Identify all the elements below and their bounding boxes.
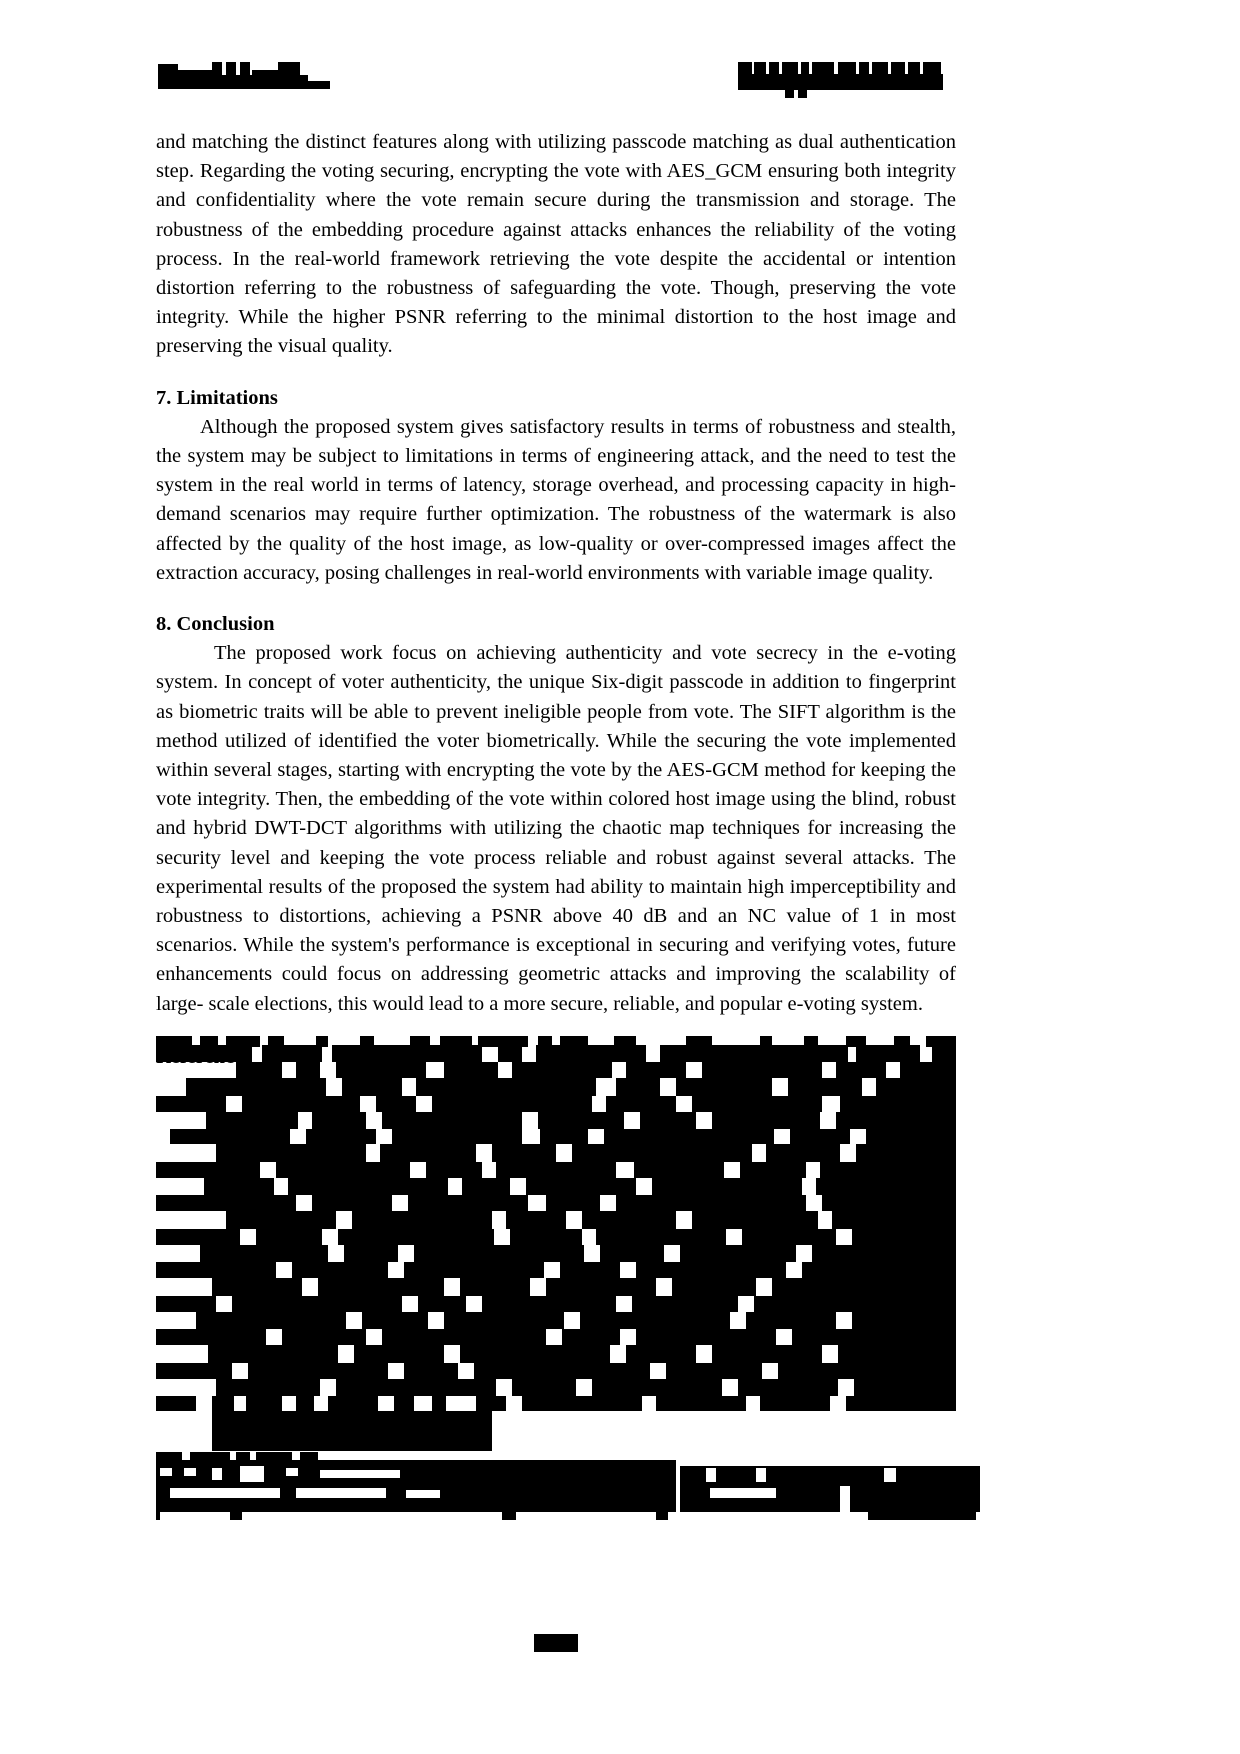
redaction-line — [156, 1144, 956, 1162]
redaction-line — [156, 1129, 956, 1144]
continued-paragraph: and matching the distinct features along with utilizing passcode matching as dual authentication step. Regarding the voting securing, encrypting the vote with AES_GCM ensuring both integrity and confidentiality where the vote remain secure during the transmission and storage. The robustness of the embedding procedure against attacks enhances the reliability of the voting process. In the real-world framework retrieving the vote despite the accidental or intention distortion referring to the robustness of safeguarding the vote. Though, preserving the vote integrity. While the higher PSNR referring to the minimal distortion to the host image and preserving the visual quality. — [156, 131, 956, 358]
section-heading-conclusion: 8. Conclusion — [156, 613, 275, 636]
redaction-line — [156, 1396, 956, 1411]
section-heading-limitations: 7. Limitations — [156, 386, 278, 409]
redaction-line — [156, 1245, 956, 1262]
redaction-line — [156, 1296, 956, 1312]
redaction-line — [156, 1036, 956, 1045]
page-footer-redaction — [0, 1452, 1240, 1522]
redaction-line — [156, 1379, 956, 1396]
redaction-line — [156, 1345, 956, 1363]
redaction-line — [156, 1178, 956, 1195]
redaction-line — [156, 1363, 956, 1379]
redaction-line — [156, 1262, 956, 1278]
redaction-line — [156, 1312, 956, 1329]
redaction-line — [156, 1112, 956, 1129]
page-header — [0, 52, 1240, 100]
references-redaction-block — [156, 1036, 956, 1416]
spacer — [156, 588, 956, 610]
redaction-line — [156, 1162, 956, 1178]
redaction-line — [156, 1078, 956, 1096]
spacer — [156, 362, 956, 384]
redaction-line — [156, 1045, 956, 1062]
redaction-line — [156, 1329, 956, 1345]
page-number-redaction — [0, 1634, 1240, 1656]
page-content — [156, 128, 956, 1069]
redaction-line — [156, 1229, 956, 1245]
redaction-line — [156, 1096, 956, 1112]
redaction-line — [156, 1278, 956, 1296]
section-paragraph-conclusion: The proposed work focus on achieving authenticity and vote secrecy in the e-voting system. In concept of voter authenticity, the unique Six-digit passcode in addition to fingerprint as biometric traits will be able to prevent ineligible people from vote. The SIFT algorithm is the method utilized of identified the voter biometrically. While the securing the vote implemented within several stages, starting with encrypting the vote by the AES-GCM method for keeping the vote integrity. Then, the embedding of the vote within colored host image using the blind, robust and hybrid DWT-DCT algorithms with utilizing the chaotic map techniques for increasing the security level and keeping the vote process reliable and robust against several attacks. The experimental results of the proposed the system had ability to maintain high imperceptibility and robustness to distortions, achieving a PSNR above 40 dB and an NC value of 1 in most scenarios. While the system's performance is exceptional in securing and verifying votes, future enhancements could focus on addressing geometric attacks and improving the scalability of large- scale elections, this would lead to a more secure, reliable, and popular e-voting system. — [156, 642, 956, 1015]
redaction-line — [156, 1195, 956, 1211]
redaction-line — [156, 1411, 956, 1451]
section-paragraph-limitations: Although the proposed system gives satisfactory results in terms of robustness and stealth, the system may be subject to limitations in terms of engineering attack, and the need to test the system in the real world in terms of latency, storage overhead, and processing capacity in high-demand scenarios may require further optimization. The robustness of the watermark is also affected by the quality of the host image, as low-quality or over-compressed images affect the extraction accuracy, posing challenges in real-world environments with variable image quality. — [156, 415, 956, 584]
redaction-line — [156, 1211, 956, 1229]
redaction-line — [156, 1062, 956, 1078]
